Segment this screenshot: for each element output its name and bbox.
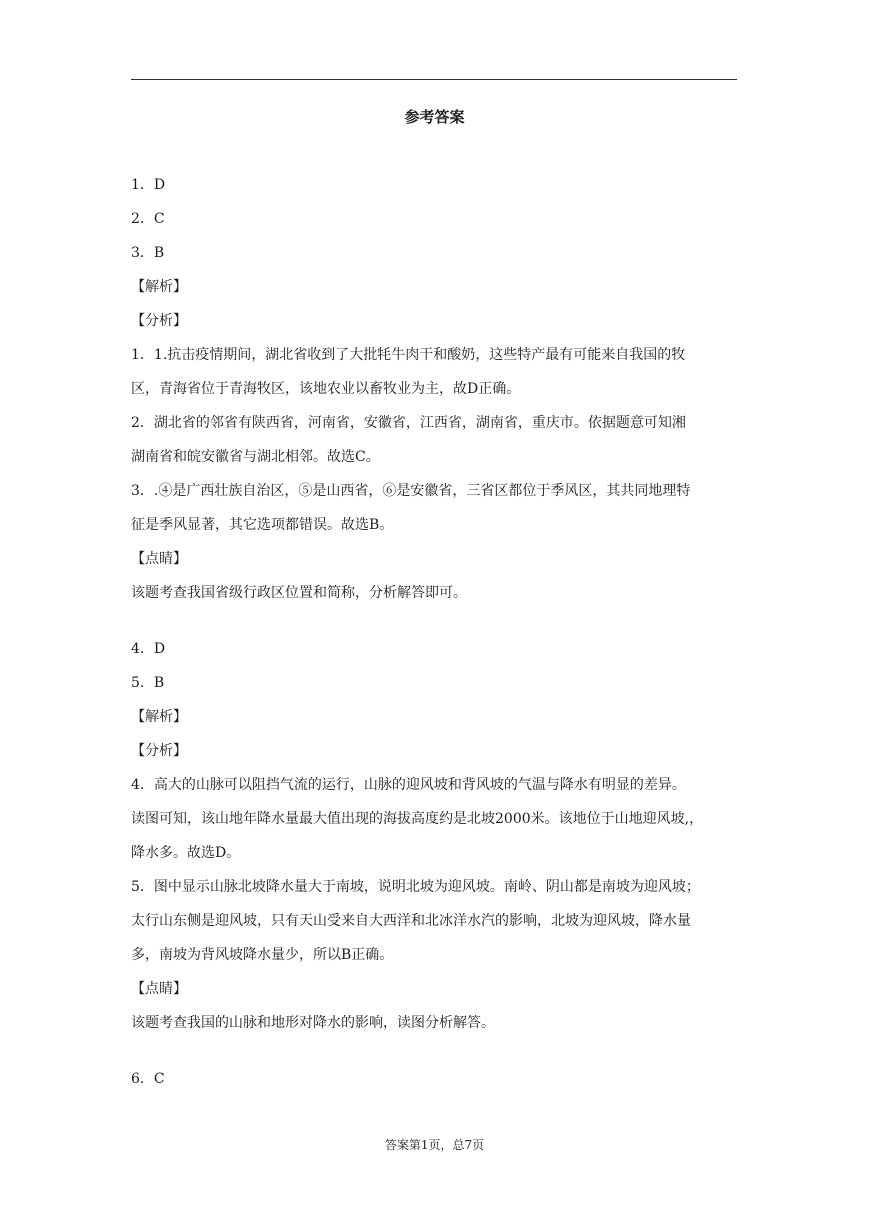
analysis-line: 湖南省和皖安徽省与湖北相邻。故选C。 [131, 449, 380, 465]
block-gap [131, 1040, 737, 1062]
comment-line: 该题考查我国的山脉和地形对降水的影响，读图分析解答。 [131, 1015, 495, 1031]
section-label: 【解析】 [131, 279, 187, 295]
analysis-line: 4．高大的山脉可以阻挡气流的运行，山脉的迎风坡和背风坡的气温与降水有明显的差异。 [131, 777, 686, 793]
analysis-line: 太行山东侧是迎风坡，只有天山受来自大西洋和北冰洋水汽的影响，北坡为迎风坡，降水量 [131, 913, 691, 929]
analysis-line: 读图可知，该山地年降水量最大值出现的海拔高度约是北坡2000米。该地位于山地迎风坡,， [131, 811, 704, 827]
analysis-line: 5．图中显示山脉北坡降水量大于南坡，说明北坡为迎风坡。南岭、阴山都是南坡为迎风坡； [131, 879, 700, 895]
answer-block-1 [131, 168, 737, 610]
answer-content [131, 168, 737, 1096]
section-label: 【分析】 [131, 313, 187, 329]
analysis-line: 3．.④是广西壮族自治区，⑤是山西省，⑥是安徽省，三省区都位于季风区，其共同地理特 [131, 483, 691, 499]
analysis-line: 1．1.抗击疫情期间，湖北省收到了大批牦牛肉干和酸奶，这些特产最有可能来自我国的牧 [131, 347, 686, 363]
answer-block-3 [131, 1062, 737, 1096]
answer-line: 5．B [131, 675, 165, 691]
analysis-line: 降水多。故选D。 [131, 845, 241, 861]
section-label: 【点睛】 [131, 551, 187, 567]
section-label: 【解析】 [131, 709, 187, 725]
block-gap [131, 610, 737, 632]
answer-line: 6．C [131, 1071, 165, 1087]
header-rule [131, 79, 737, 80]
page-footer: 答案第1页，总7页 [384, 1138, 485, 1152]
analysis-line: 区，青海省位于青海牧区，该地农业以畜牧业为主，故D正确。 [131, 381, 521, 397]
answer-line: 3．B [131, 245, 165, 261]
page-title: 参考答案 [404, 108, 465, 126]
section-label: 【点睛】 [131, 981, 187, 997]
section-label: 【分析】 [131, 743, 187, 759]
comment-line: 该题考查我国省级行政区位置和简称，分析解答即可。 [131, 585, 467, 601]
answer-line: 1．D [131, 177, 166, 193]
answer-block-2 [131, 632, 737, 1040]
answer-line: 2．C [131, 211, 165, 227]
answer-line: 4．D [131, 641, 166, 657]
analysis-line: 征是季风显著，其它选项都错误。故选B。 [131, 517, 394, 533]
analysis-line: 2．湖北省的邻省有陕西省，河南省，安徽省，江西省，湖南省，重庆市。依据题意可知湘 [131, 415, 686, 431]
analysis-line: 多，南坡为背风坡降水量少，所以B正确。 [131, 947, 394, 963]
